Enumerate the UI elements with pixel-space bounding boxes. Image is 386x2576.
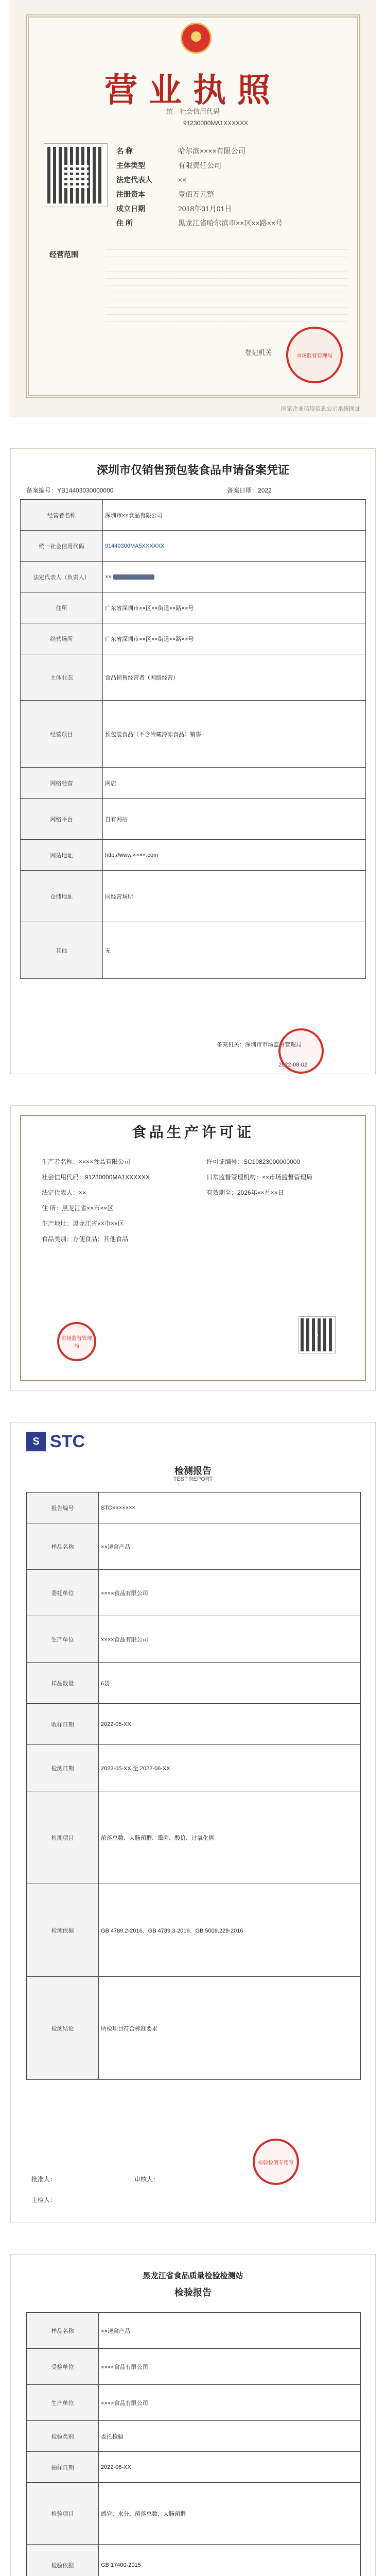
table-row (21, 500, 366, 531)
row-value: ××××食品有限公司 (99, 2349, 361, 2385)
row-key: 样品名称 (27, 1523, 99, 1570)
reviewer-label: 审核人： (134, 2176, 160, 2183)
license-key: 注册资本 (116, 190, 145, 198)
stc-logo (26, 1432, 85, 1451)
row-key: 统一社会信用代码 (21, 531, 103, 562)
table-row (21, 871, 366, 922)
row-value-text: ×× (105, 573, 112, 580)
filing-date-label: 备案日期： (227, 487, 258, 494)
table-row (27, 1663, 361, 1704)
approver-label: 批准人： (31, 2176, 57, 2183)
license-value: 哈尔滨××××有限公司 (178, 147, 245, 155)
redacted-block (113, 574, 154, 580)
row-value: 深圳市××食品有限公司 (103, 500, 366, 531)
row-key: 委托单位 (27, 1570, 99, 1616)
license-value: 黑龙江省哈尔滨市××区××路××号 (178, 219, 283, 227)
production-line: 食品类别：方便食品；其他食品 (42, 1235, 129, 1243)
seal-text: 检验检测专用章 (258, 2160, 294, 2166)
row-key: 检测依据 (27, 1884, 99, 1977)
row-key: 检验项目 (27, 2483, 99, 2545)
table-row (27, 1977, 361, 2080)
row-key: 网络平台 (21, 799, 103, 840)
row-key: 检测项目 (27, 1791, 99, 1884)
official-seal (286, 327, 343, 383)
row-value: 2022-05-XX 至 2022-06-XX (99, 1745, 361, 1791)
hlj-inspection-report (10, 2254, 376, 2576)
filing-number-value: YB14403030000000 (57, 487, 114, 494)
row-value: 无 (103, 922, 366, 979)
business-license (10, 0, 376, 417)
license-row (116, 161, 348, 170)
table-row (21, 562, 366, 592)
license-title: 营业执照 (104, 71, 282, 110)
official-seal (278, 1028, 324, 1074)
row-key: 报告编号 (27, 1493, 99, 1523)
table-row (21, 840, 366, 871)
national-emblem-icon (181, 23, 212, 54)
row-value: STC××××××× (99, 1493, 361, 1523)
row-value (103, 562, 366, 592)
row-key: 检测结论 (27, 1977, 99, 2080)
row-key: 检测日期 (27, 1745, 99, 1791)
license-value: 壹佰万元整 (178, 190, 214, 198)
table-row (27, 2349, 361, 2385)
row-key: 仓储地址 (21, 871, 103, 922)
seal-text: 市场监督管理局 (61, 1336, 92, 1349)
row-value: http://www.××××.com (103, 840, 366, 871)
license-value: ×× (178, 176, 187, 184)
table-row (21, 922, 366, 979)
row-key: 经营者名称 (21, 500, 103, 531)
table-row (27, 1884, 361, 1977)
table-row (27, 2483, 361, 2545)
production-title: 食品生产许可证 (131, 1124, 254, 1141)
license-scope-text (106, 247, 348, 329)
row-value: 委托检验 (99, 2421, 361, 2452)
filing-date (227, 486, 272, 495)
license-row (116, 218, 348, 228)
table-row (21, 531, 366, 562)
stc-brand: STC (50, 1431, 85, 1451)
license-key: 名 称 (116, 147, 133, 155)
table-row (27, 2313, 361, 2349)
table-row (21, 592, 366, 623)
row-key: 法定代表人（负责人） (21, 562, 103, 592)
row-value: GB 4789.2-2016、GB 4789.3-2016、GB 5009.229-2016 (99, 1884, 361, 1977)
row-value: ××××食品有限公司 (99, 2385, 361, 2421)
row-value: 食品销售经营者（网络经营） (103, 654, 366, 701)
row-key: 样品名称 (27, 2313, 99, 2349)
stc-test-report (10, 1422, 376, 2223)
row-key: 受检单位 (27, 2349, 99, 2385)
filing-issue-date: 2022-08-02 (278, 1062, 308, 1068)
table-row (27, 2385, 361, 2421)
production-line: 社会信用代码：91230000MA1XXXXXX (42, 1174, 150, 1181)
license-value: 2018年01月01日 (178, 205, 232, 213)
row-key: 经营项目 (21, 701, 103, 768)
row-value: 6袋 (99, 1663, 361, 1704)
license-subtitle: 统一社会信用代码 (166, 108, 220, 115)
report-header: 黑龙江省食品质量检验检测站 (143, 2272, 243, 2280)
production-line: 生产者名称：××××食品有限公司 (42, 1158, 131, 1165)
hlj-table (26, 2312, 361, 2576)
filing-table (20, 499, 366, 979)
table-row (21, 768, 366, 799)
row-value: 广东省深圳市××区××街道××路××号 (103, 592, 366, 623)
row-value: ××××食品有限公司 (99, 1570, 361, 1616)
production-line: 有效期至：2026年××月××日 (206, 1189, 284, 1196)
license-registration: 登记机关 (245, 349, 272, 357)
table-row (27, 1523, 361, 1570)
row-value: GB 17400-2015 (99, 2545, 361, 2576)
table-row (21, 799, 366, 840)
table-row (21, 701, 366, 768)
report-title: 检测报告 (174, 1466, 212, 1476)
tester-label: 主检人： (31, 2196, 57, 2204)
food-filing-certificate (10, 448, 376, 1074)
filing-number (26, 486, 113, 495)
license-key: 住 所 (116, 219, 133, 227)
license-row (116, 204, 348, 213)
license-code: 91230000MA1XXXXXX (183, 120, 249, 127)
production-line: 日常监督管理机构：××市场监督管理局 (206, 1174, 313, 1181)
row-key: 住所 (21, 592, 103, 623)
filing-issuer: 备案机关：深圳市市场监督管理局 (217, 1042, 302, 1048)
table-row (27, 1745, 361, 1791)
row-value: 菌落总数、大肠菌群、霉菌、酸价、过氧化值 (99, 1791, 361, 1884)
row-key: 网络经营 (21, 768, 103, 799)
filing-number-label: 备案编号： (26, 487, 58, 494)
row-value: 预包装食品（不含冷藏冷冻食品）销售 (103, 701, 366, 768)
row-key: 样品数量 (27, 1663, 99, 1704)
row-value: 自有网站 (103, 799, 366, 840)
row-key: 主体业态 (21, 654, 103, 701)
production-line: 法定代表人：×× (42, 1189, 86, 1196)
production-line: 住 所：黑龙江省××市××区 (42, 1205, 114, 1212)
row-key: 收样日期 (27, 1704, 99, 1745)
qr-code-icon (299, 1317, 335, 1353)
table-row (27, 1616, 361, 1663)
license-frame (26, 14, 360, 398)
license-value: 有限责任公司 (178, 161, 221, 170)
license-footer: 国家企业信用信息公示系统网址 (281, 406, 360, 412)
table-row (27, 1570, 361, 1616)
row-value: 广东省深圳市××区××街道××路××号 (103, 623, 366, 654)
table-row (27, 1704, 361, 1745)
seal-text: 市场监督管理局 (296, 353, 332, 359)
row-value: 感官、水分、菌落总数、大肠菌群 (99, 2483, 361, 2545)
license-row (116, 146, 348, 156)
license-key: 主体类型 (116, 161, 145, 170)
row-value: 同经营场所 (103, 871, 366, 922)
filing-title: 深圳市仅销售预包装食品申请备案凭证 (96, 464, 289, 477)
row-key: 检验依据 (27, 2545, 99, 2576)
official-seal (253, 2139, 299, 2185)
food-production-license (10, 1105, 376, 1391)
row-key: 检验类别 (27, 2421, 99, 2452)
report-subtitle: TEST REPORT (173, 1476, 213, 1482)
row-value: 网店 (103, 768, 366, 799)
table-row (27, 2421, 361, 2452)
table-row (21, 654, 366, 701)
table-row (27, 1791, 361, 1884)
row-value: 所检项目符合标准要求 (99, 1977, 361, 2080)
license-scope-label: 经营范围 (49, 250, 78, 259)
row-key: 网站地址 (21, 840, 103, 871)
production-line: 许可证编号：SC10823000000000 (206, 1158, 301, 1165)
row-value: ××××食品有限公司 (99, 1616, 361, 1663)
report-title: 检验报告 (174, 2287, 212, 2298)
table-row (21, 623, 366, 654)
filing-date-value: 2022 (258, 487, 272, 494)
row-value: 91440300MA5XXXXXX (103, 531, 366, 562)
row-key: 经营场所 (21, 623, 103, 654)
row-value: ××速食产品 (99, 2313, 361, 2349)
production-line: 生产地址：黑龙江省××市××区 (42, 1220, 125, 1227)
stc-table (26, 1492, 361, 2080)
row-key: 生产单位 (27, 2385, 99, 2421)
official-seal (57, 1322, 96, 1361)
row-key: 抽样日期 (27, 2452, 99, 2483)
row-key: 生产单位 (27, 1616, 99, 1663)
qr-code-icon (44, 144, 107, 207)
row-value: 2022-06-XX (99, 2452, 361, 2483)
table-row (27, 1493, 361, 1523)
license-row (116, 190, 348, 199)
license-row (116, 175, 348, 184)
row-key: 其他 (21, 922, 103, 979)
license-key: 成立日期 (116, 205, 145, 213)
row-value: 2022-05-XX (99, 1704, 361, 1745)
stc-logo-icon: S (26, 1432, 46, 1451)
license-key: 法定代表人 (116, 176, 152, 184)
table-row (27, 2545, 361, 2576)
table-row (27, 2452, 361, 2483)
row-value: ××速食产品 (99, 1523, 361, 1570)
